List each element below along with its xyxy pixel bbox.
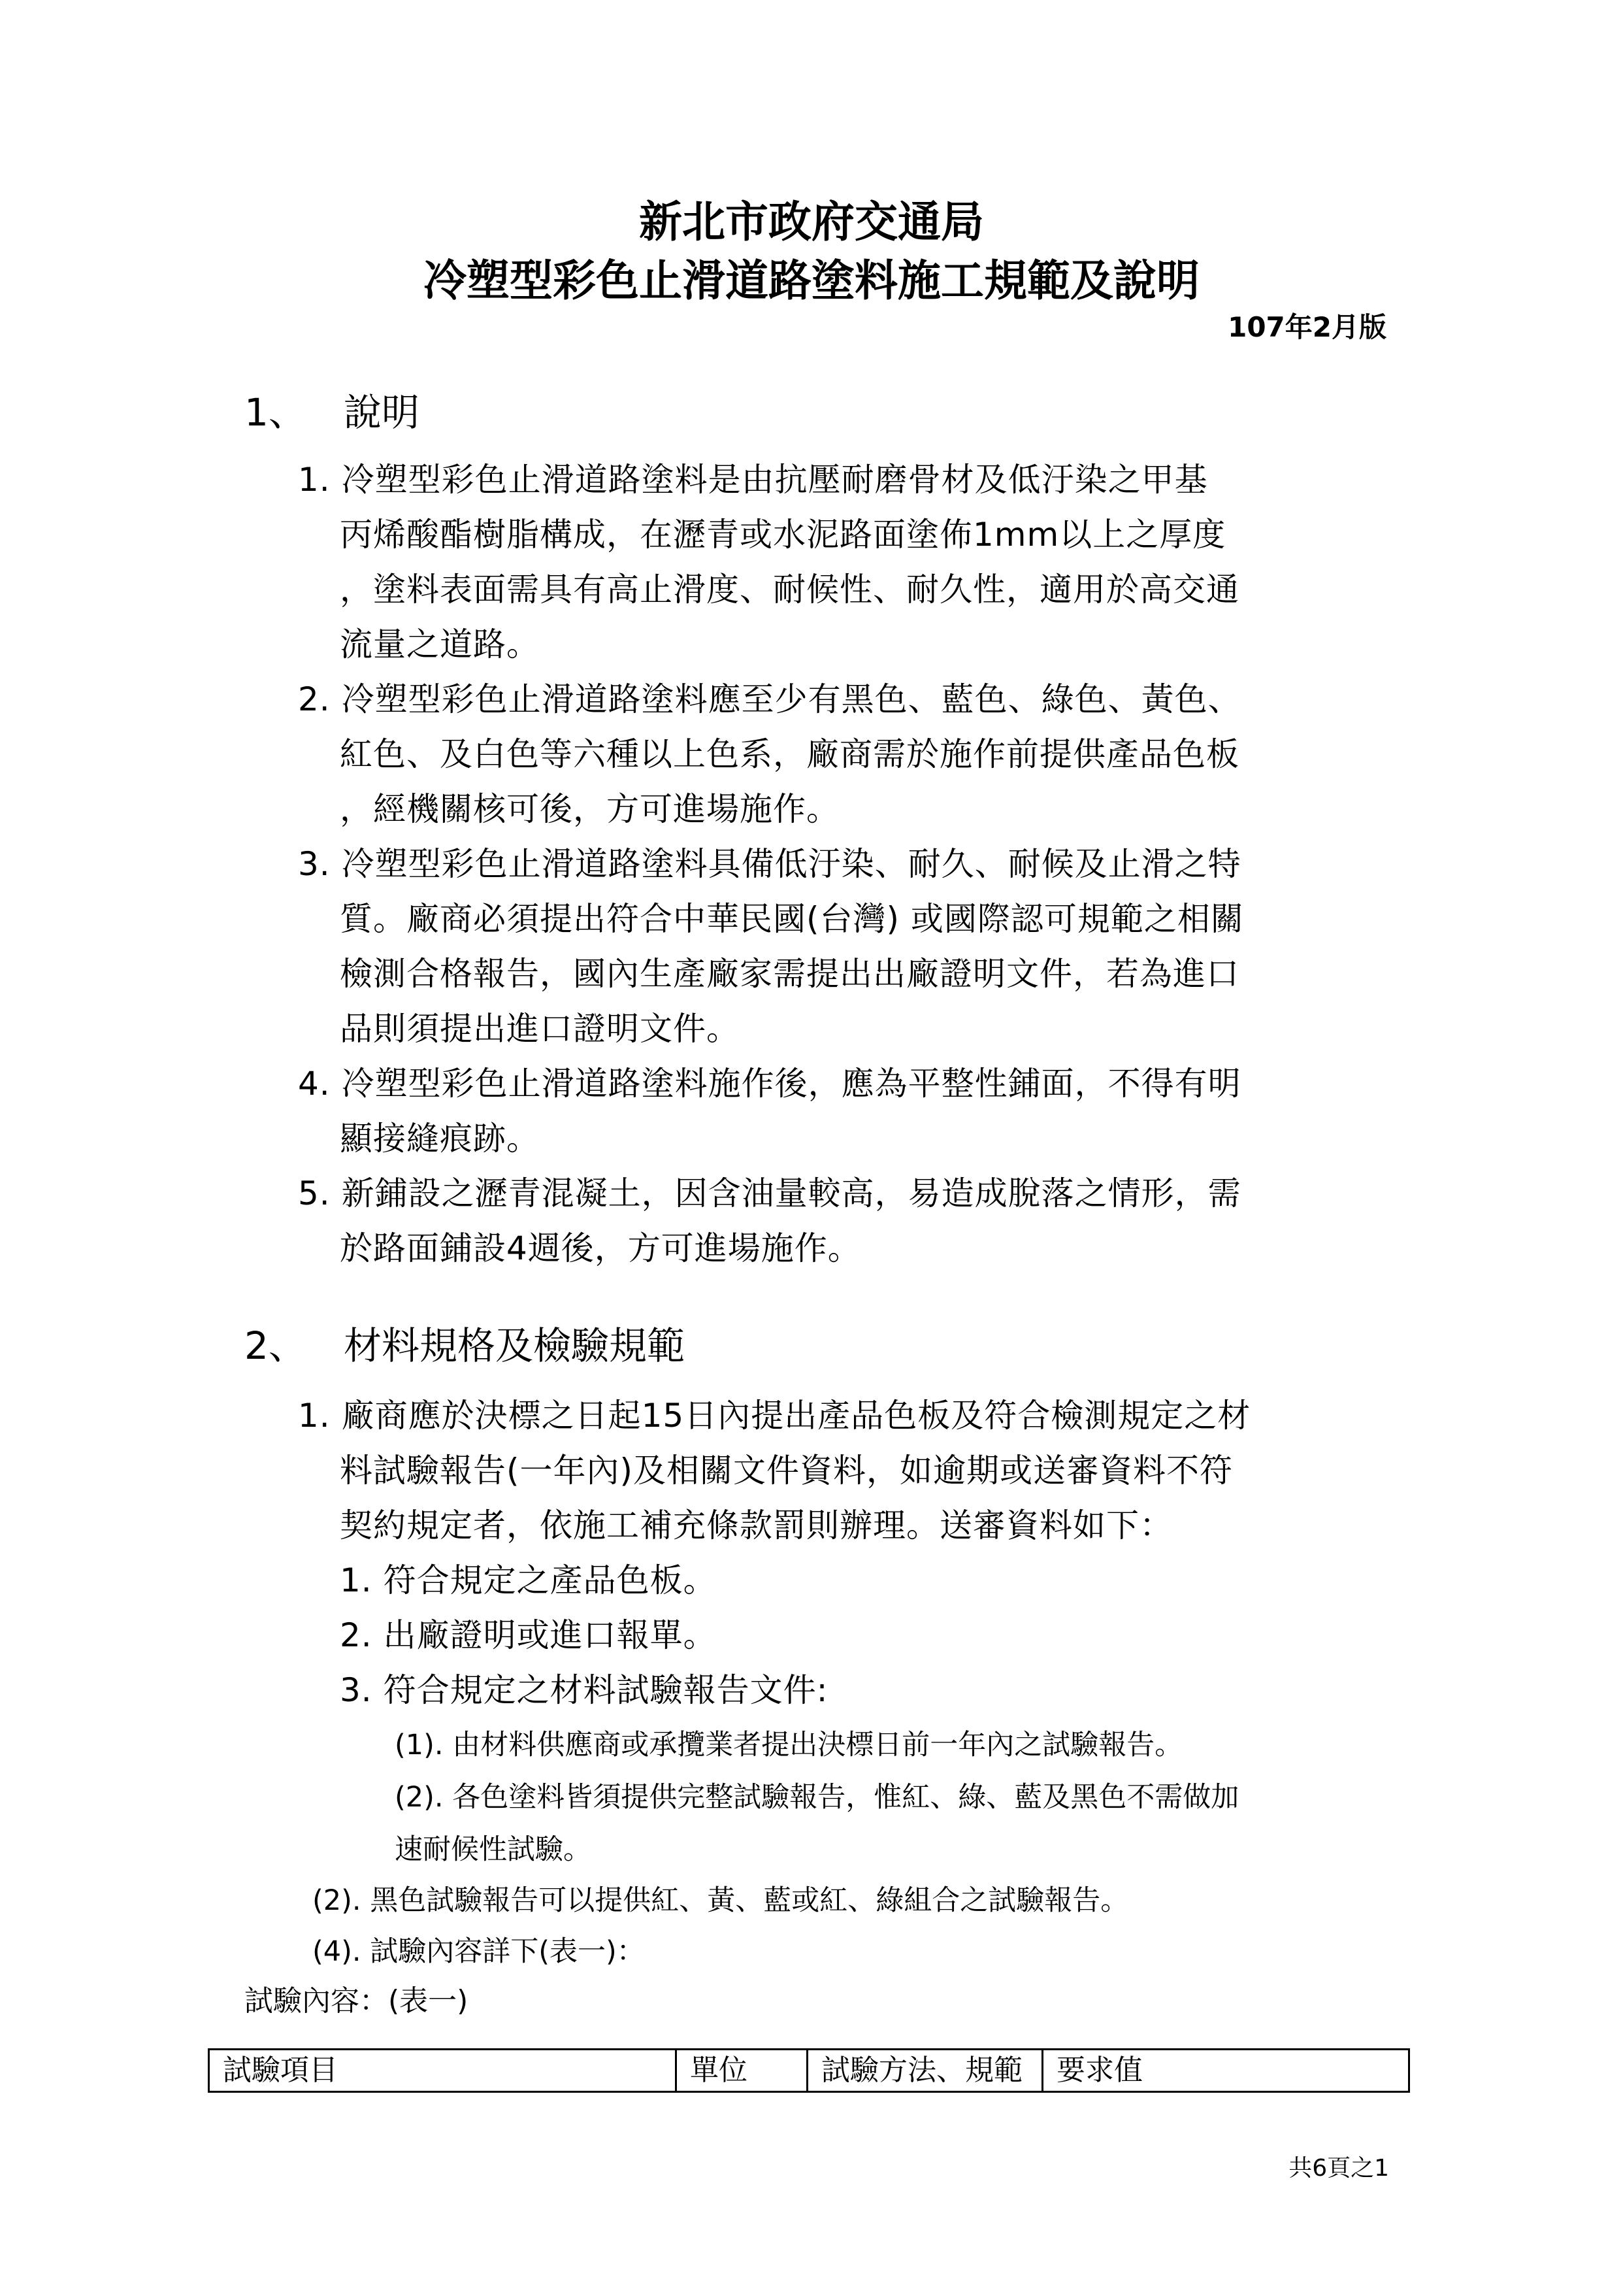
table-header-unit: 單位 — [690, 2054, 747, 2087]
section-1-line: 流量之道路。 — [340, 625, 540, 663]
section-1-line: 1. 冷塑型彩色止滑道路塗料是由抗壓耐磨骨材及低汙染之甲基 — [298, 461, 1208, 499]
section-1-line: ，塗料表面需具有高止滑度、耐候性、耐久性，適用於高交通 — [340, 571, 1239, 608]
document-version: 107年2月版 — [1228, 311, 1386, 343]
section-1-number: 1、 — [244, 390, 306, 435]
table-header-method: 試驗方法、規範 — [821, 2054, 1023, 2087]
section-1-line: 質。廠商必須提出符合中華民國(台灣) 或國際認可規範之相關 — [340, 900, 1244, 938]
section-2-line: 料試驗報告(一年內)及相關文件資料，如逾期或送審資料不符 — [340, 1452, 1234, 1489]
table-caption: 試驗內容：(表一) — [244, 1984, 468, 2018]
section-2-detail: (4). 試驗內容詳下(表一)： — [312, 1935, 645, 1968]
document-agency: 新北市政府交通局 — [639, 197, 984, 247]
section-1-line: 4. 冷塑型彩色止滑道路塗料施作後，應為平整性鋪面，不得有明 — [298, 1065, 1241, 1103]
section-1-line: 3. 冷塑型彩色止滑道路塗料具備低汙染、耐久、耐候及止滑之特 — [298, 845, 1241, 883]
section-2-detail: (1). 由材料供應商或承攬業者提出決標日前一年內之試驗報告。 — [395, 1729, 1183, 1761]
test-items-table — [208, 2048, 1410, 2093]
section-1-line: 紅色、及白色等六種以上色系，廠商需於施作前提供產品色板 — [340, 735, 1239, 773]
section-1-line: 顯接縫痕跡。 — [340, 1120, 540, 1157]
section-2-detail: (2). 黑色試驗報告可以提供紅、黃、藍或紅、綠組合之試驗報告。 — [312, 1884, 1129, 1917]
section-2-title: 材料規格及檢驗規範 — [344, 1323, 685, 1368]
section-2-subitem: 1. 符合規定之產品色板。 — [340, 1561, 717, 1599]
section-2-line: 1. 廠商應於決標之日起15日內提出產品色板及符合檢測規定之材 — [298, 1397, 1251, 1435]
section-1-heading — [244, 390, 898, 435]
section-2-detail: (2). 各色塗料皆須提供完整試驗報告，惟紅、綠、藍及黑色不需做加 — [395, 1781, 1239, 1814]
table-header-test-item: 試驗項目 — [223, 2054, 338, 2087]
section-1-line: 品則須提出進口證明文件。 — [340, 1010, 740, 1048]
section-1-line: 5. 新鋪設之瀝青混凝土，因含油量較高，易造成脫落之情形，需 — [298, 1174, 1241, 1212]
section-1-line: 檢測合格報告，國內生產廠家需提出出廠證明文件，若為進口 — [340, 955, 1239, 993]
document-title: 冷塑型彩色止滑道路塗料施工規範及說明 — [423, 256, 1200, 306]
section-2-subitem: 2. 出廠證明或進口報單。 — [340, 1616, 717, 1654]
section-2-heading — [244, 1323, 1028, 1369]
table-header-requirement: 要求值 — [1057, 2054, 1143, 2087]
section-2-detail: 速耐候性試驗。 — [395, 1833, 591, 1866]
page-number: 共6頁之1 — [1288, 2155, 1389, 2182]
section-2-number: 2、 — [244, 1323, 306, 1368]
section-1-line: 丙烯酸酯樹脂構成，在瀝青或水泥路面塗佈1mm以上之厚度 — [340, 516, 1226, 554]
section-2-subitem: 3. 符合規定之材料試驗報告文件: — [340, 1671, 828, 1709]
section-2-line: 契約規定者，依施工補充條款罰則辦理。送審資料如下： — [340, 1506, 1173, 1544]
section-1-title: 說明 — [344, 390, 420, 435]
section-1-line: 於路面鋪設4週後，方可進場施作。 — [340, 1229, 861, 1267]
section-1-line: 2. 冷塑型彩色止滑道路塗料應至少有黑色、藍色、綠色、黃色、 — [298, 680, 1241, 718]
section-1-line: ，經機關核可後，方可進場施作。 — [340, 790, 840, 828]
